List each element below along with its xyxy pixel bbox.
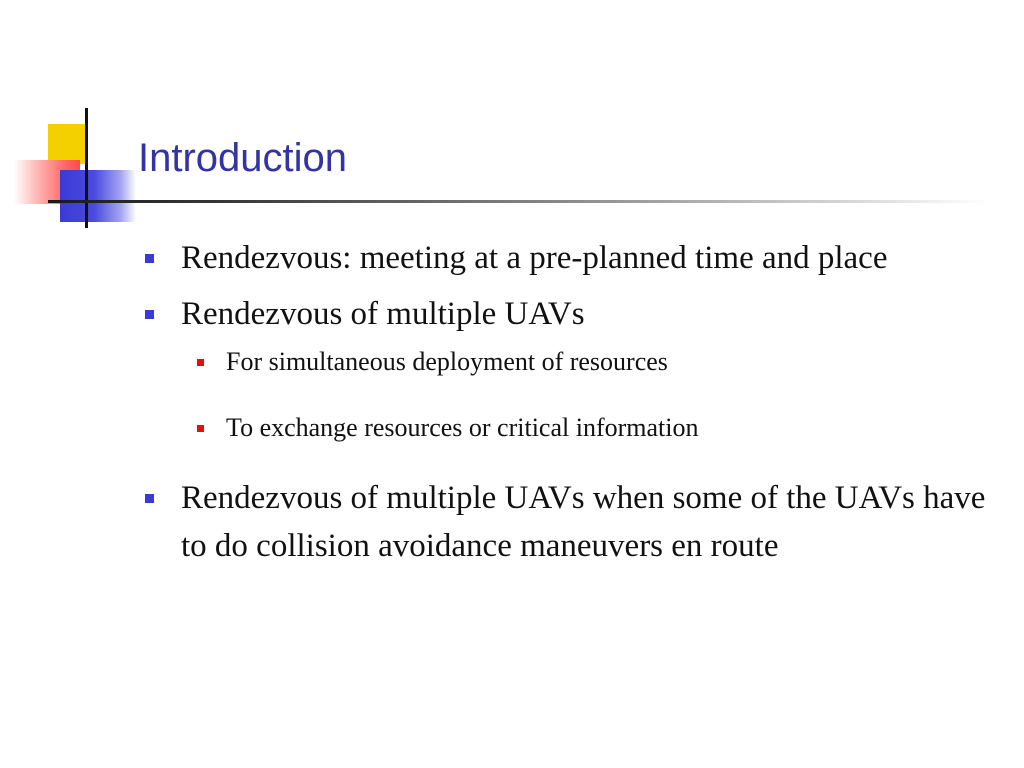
square-bullet-icon	[145, 494, 154, 503]
title-underline	[48, 200, 988, 203]
bullet-text: Rendezvous: meeting at a pre-planned time and place	[181, 240, 888, 276]
bullet-item	[140, 474, 990, 570]
decorative-blue-block	[60, 170, 136, 222]
square-bullet-icon	[197, 425, 204, 432]
square-bullet-icon	[145, 310, 154, 319]
sub-bullet-text: For simultaneous deployment of resources	[226, 347, 668, 376]
bullet-list	[140, 234, 990, 570]
decorative-vertical-line	[85, 108, 88, 228]
decorative-yellow-square	[48, 124, 88, 164]
bullet-text: Rendezvous of multiple UAVs when some of the UAVs have to do collision avoidance maneuvers en route	[181, 480, 986, 564]
sub-bullet-list	[140, 342, 990, 448]
sub-bullet-item	[181, 408, 990, 448]
bullet-item	[140, 234, 990, 282]
sub-bullet-item	[181, 342, 990, 382]
slide-title: Introduction	[138, 136, 348, 180]
sub-bullet-text: To exchange resources or critical information	[226, 413, 699, 442]
bullet-text: Rendezvous of multiple UAVs	[181, 296, 585, 332]
bullet-item	[140, 290, 990, 338]
square-bullet-icon	[145, 254, 154, 263]
square-bullet-icon	[197, 359, 204, 366]
